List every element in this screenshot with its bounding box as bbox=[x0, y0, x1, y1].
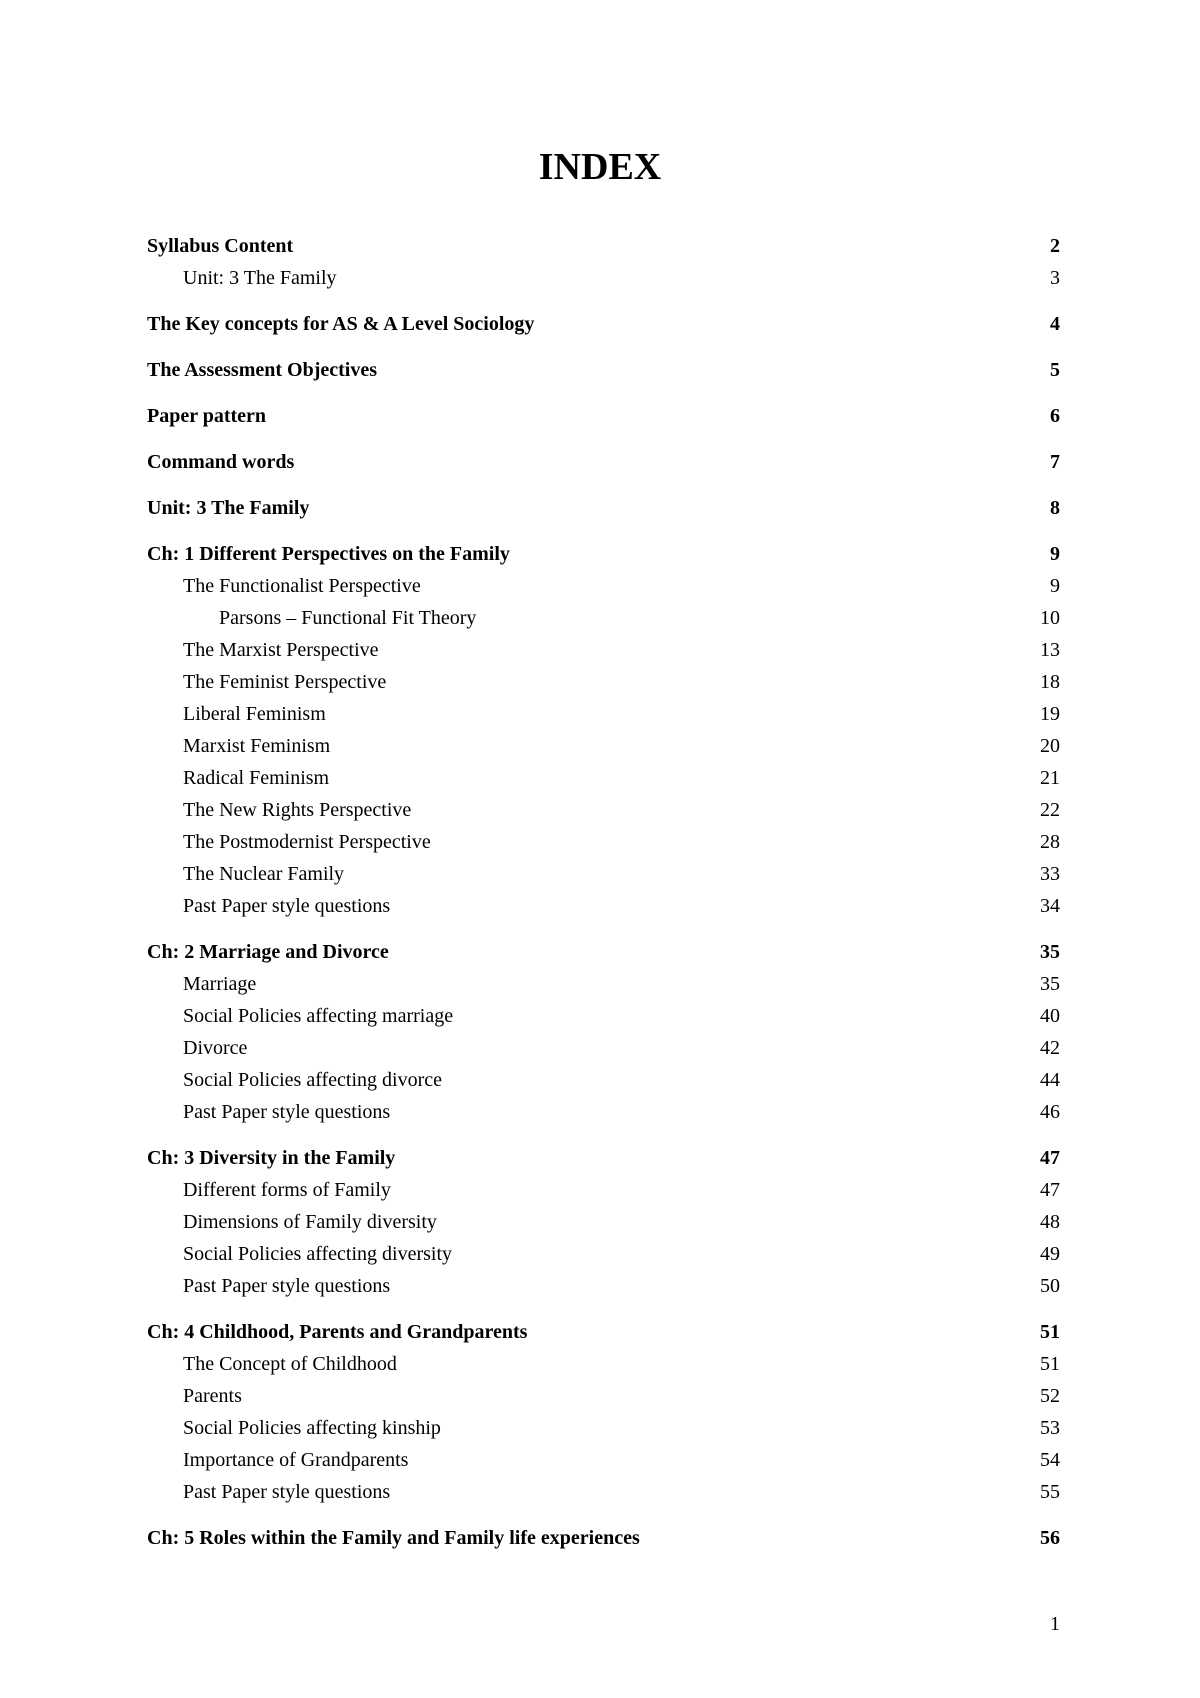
toc-entry[interactable] bbox=[147, 570, 1060, 602]
toc-entry[interactable] bbox=[147, 538, 1060, 570]
toc-entry-page-number: 19 bbox=[1040, 703, 1060, 725]
toc-entry[interactable] bbox=[147, 1096, 1060, 1128]
toc-entry-page-number: 20 bbox=[1040, 735, 1060, 757]
toc-entry-label: Past Paper style questions bbox=[183, 1275, 391, 1297]
toc-entry[interactable] bbox=[147, 1444, 1060, 1476]
toc-entry[interactable] bbox=[147, 1348, 1060, 1380]
toc-entry[interactable] bbox=[147, 698, 1060, 730]
toc-entry[interactable] bbox=[147, 492, 1060, 524]
toc-entry[interactable] bbox=[147, 936, 1060, 968]
toc-entry-label: Command words bbox=[147, 451, 295, 473]
toc-entry-page-number: 9 bbox=[1050, 543, 1060, 565]
toc-entry-page-number: 47 bbox=[1040, 1147, 1060, 1169]
toc-entry[interactable] bbox=[147, 400, 1060, 432]
toc-entry-page-number: 10 bbox=[1040, 607, 1060, 629]
toc-entry-page-number: 40 bbox=[1040, 1005, 1060, 1027]
toc-entry-page-number: 53 bbox=[1040, 1417, 1060, 1439]
toc-entry[interactable] bbox=[147, 762, 1060, 794]
toc-entry[interactable] bbox=[147, 354, 1060, 386]
toc-entry-label: Marxist Feminism bbox=[183, 735, 331, 757]
toc-entry[interactable] bbox=[147, 1316, 1060, 1348]
toc-entry-page-number: 3 bbox=[1050, 267, 1060, 289]
toc-entry[interactable] bbox=[147, 1522, 1060, 1554]
toc-entry[interactable] bbox=[147, 634, 1060, 666]
toc-entry-page-number: 22 bbox=[1040, 799, 1060, 821]
toc-entry-page-number: 56 bbox=[1040, 1527, 1060, 1549]
toc-entry[interactable] bbox=[147, 890, 1060, 922]
toc-entry-page-number: 28 bbox=[1040, 831, 1060, 853]
toc-entry[interactable] bbox=[147, 1476, 1060, 1508]
toc-entry[interactable] bbox=[147, 1380, 1060, 1412]
toc-entry-label: Social Policies affecting kinship bbox=[183, 1417, 441, 1439]
toc-entry[interactable] bbox=[147, 1032, 1060, 1064]
toc-entry-page-number: 2 bbox=[1050, 235, 1060, 257]
toc-entry-label: Importance of Grandparents bbox=[183, 1449, 409, 1471]
toc-entry-page-number: 52 bbox=[1040, 1385, 1060, 1407]
toc-entry-page-number: 35 bbox=[1040, 973, 1060, 995]
toc-entry-label: Paper pattern bbox=[147, 405, 267, 427]
toc-entry[interactable] bbox=[147, 968, 1060, 1000]
toc-entry-label: The New Rights Perspective bbox=[183, 799, 412, 821]
toc-entry[interactable] bbox=[147, 1174, 1060, 1206]
page-title: INDEX bbox=[538, 146, 662, 188]
toc-entry-page-number: 13 bbox=[1040, 639, 1060, 661]
page-number: 1 bbox=[1050, 1613, 1060, 1635]
toc-entry-label: Unit: 3 The Family bbox=[147, 497, 310, 519]
toc-entry-page-number: 18 bbox=[1040, 671, 1060, 693]
toc-entry-label: Ch: 1 Different Perspectives on the Family bbox=[147, 543, 510, 565]
toc-entry-page-number: 55 bbox=[1040, 1481, 1060, 1503]
toc-entry-label: Different forms of Family bbox=[183, 1179, 391, 1201]
toc-entry-page-number: 21 bbox=[1040, 767, 1060, 789]
toc-entry[interactable] bbox=[147, 602, 1060, 634]
toc-entry-label: Social Policies affecting divorce bbox=[183, 1069, 442, 1091]
toc-entry[interactable] bbox=[147, 308, 1060, 340]
toc-entry-page-number: 51 bbox=[1040, 1353, 1060, 1375]
toc-entry[interactable] bbox=[147, 1238, 1060, 1270]
toc-entry-page-number: 42 bbox=[1040, 1037, 1060, 1059]
toc-entry[interactable] bbox=[147, 1142, 1060, 1174]
toc-entry-label: The Key concepts for AS & A Level Sociology bbox=[147, 313, 535, 335]
toc-entry-label: Dimensions of Family diversity bbox=[183, 1211, 437, 1233]
toc-entry-label: Ch: 2 Marriage and Divorce bbox=[147, 941, 389, 963]
toc-entry-page-number: 44 bbox=[1040, 1069, 1060, 1091]
toc-entry-label: The Marxist Perspective bbox=[183, 639, 379, 661]
toc-entry-label: Marriage bbox=[183, 973, 257, 995]
toc-entry-label: Syllabus Content bbox=[147, 235, 294, 257]
toc-entry-label: Ch: 3 Diversity in the Family bbox=[147, 1147, 396, 1169]
toc-entry-page-number: 4 bbox=[1050, 313, 1060, 335]
toc-entry-page-number: 47 bbox=[1040, 1179, 1060, 1201]
toc-entry-page-number: 9 bbox=[1050, 575, 1060, 597]
toc-entry-page-number: 34 bbox=[1040, 895, 1060, 917]
toc-entry[interactable] bbox=[147, 826, 1060, 858]
toc-entry-page-number: 51 bbox=[1040, 1321, 1060, 1343]
toc-entry[interactable] bbox=[147, 446, 1060, 478]
toc-entry[interactable] bbox=[147, 1270, 1060, 1302]
toc-entry-label: The Concept of Childhood bbox=[183, 1353, 397, 1375]
toc-entry-label: Ch: 4 Childhood, Parents and Grandparents bbox=[147, 1321, 528, 1343]
toc-entry-label: Radical Feminism bbox=[183, 767, 330, 789]
toc-entry[interactable] bbox=[147, 858, 1060, 890]
toc-entry-page-number: 6 bbox=[1050, 405, 1060, 427]
toc-entry-label: Social Policies affecting diversity bbox=[183, 1243, 453, 1265]
toc-entry-label: The Postmodernist Perspective bbox=[183, 831, 431, 853]
toc-entry-label: Unit: 3 The Family bbox=[183, 267, 337, 289]
toc-entry-page-number: 48 bbox=[1040, 1211, 1060, 1233]
toc-entry-label: The Functionalist Perspective bbox=[183, 575, 421, 597]
toc-entry-page-number: 5 bbox=[1050, 359, 1060, 381]
toc-entry-label: Past Paper style questions bbox=[183, 1481, 391, 1503]
toc-entry-label: Past Paper style questions bbox=[183, 895, 391, 917]
toc-entry-page-number: 8 bbox=[1050, 497, 1060, 519]
toc-entry[interactable] bbox=[147, 1412, 1060, 1444]
toc-entry-label: Social Policies affecting marriage bbox=[183, 1005, 454, 1027]
toc-entry[interactable] bbox=[147, 666, 1060, 698]
toc-entry-page-number: 35 bbox=[1040, 941, 1060, 963]
toc-entry-page-number: 49 bbox=[1040, 1243, 1060, 1265]
toc-entry[interactable] bbox=[147, 230, 1060, 262]
toc-entry-label: The Feminist Perspective bbox=[183, 671, 387, 693]
toc-entry[interactable] bbox=[147, 1000, 1060, 1032]
toc-entry-page-number: 54 bbox=[1040, 1449, 1060, 1471]
toc-entry-label: The Assessment Objectives bbox=[147, 359, 377, 381]
toc-entry-label: Divorce bbox=[183, 1037, 248, 1059]
toc-entry[interactable] bbox=[147, 1206, 1060, 1238]
toc-entry-label: Past Paper style questions bbox=[183, 1101, 391, 1123]
toc-entry[interactable] bbox=[147, 262, 1060, 294]
toc-entry-label: The Nuclear Family bbox=[183, 863, 345, 885]
toc-entry[interactable] bbox=[147, 794, 1060, 826]
toc-entry[interactable] bbox=[147, 730, 1060, 762]
toc-entry-page-number: 7 bbox=[1050, 451, 1060, 473]
toc-entry[interactable] bbox=[147, 1064, 1060, 1096]
toc-entry-label: Ch: 5 Roles within the Family and Family life experiences bbox=[147, 1527, 640, 1549]
toc-entry-page-number: 46 bbox=[1040, 1101, 1060, 1123]
table-of-contents bbox=[147, 230, 1060, 1554]
toc-entry-page-number: 50 bbox=[1040, 1275, 1060, 1297]
toc-entry-label: Liberal Feminism bbox=[183, 703, 326, 725]
toc-entry-page-number: 33 bbox=[1040, 863, 1060, 885]
toc-entry-label: Parents bbox=[183, 1385, 242, 1407]
toc-entry-label: Parsons – Functional Fit Theory bbox=[219, 607, 477, 629]
